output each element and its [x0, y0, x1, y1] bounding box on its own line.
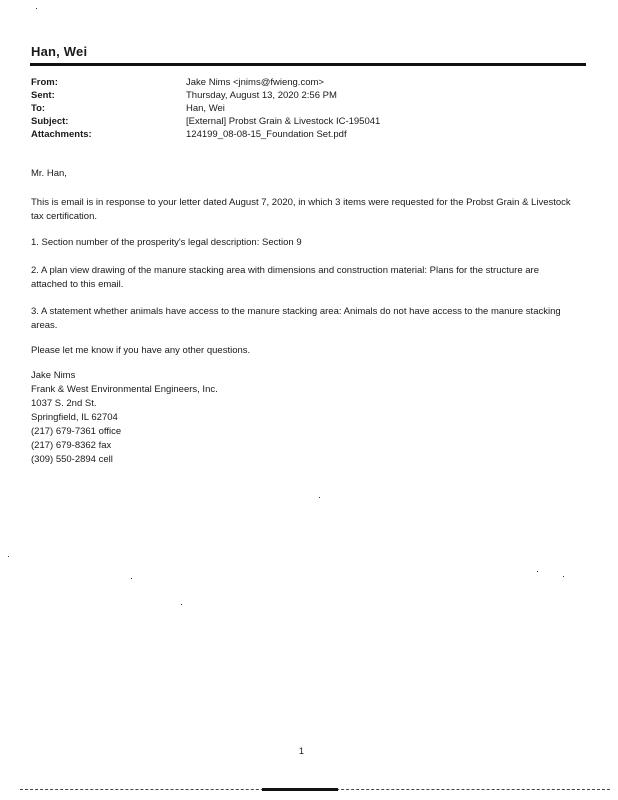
scan-speck	[563, 576, 564, 577]
sent-value: Thursday, August 13, 2020 2:56 PM	[186, 90, 337, 101]
email-item-1: 1. Section number of the prosperity's legal description: Section 9	[31, 237, 302, 248]
subject-label: Subject:	[31, 116, 69, 127]
to-label: To:	[31, 103, 46, 114]
from-label: From:	[31, 77, 58, 88]
sent-label: Sent:	[31, 90, 55, 101]
signature-fax: (217) 679-8362 fax	[31, 440, 112, 451]
email-item-3: 3. A statement whether animals have access to the manure stacking area: Animals do not have access to the manure stacking areas.	[31, 306, 561, 331]
attachment-file: 124199_08-08-15_Foundation Set.pdf	[186, 129, 347, 140]
scan-speck	[131, 578, 132, 579]
email-intro-paragraph: This is email is in response to your letter dated August 7, 2020, in which 3 items were requested for the Probst Grain & Livestock tax certification.	[31, 197, 571, 222]
signature-street: 1037 S. 2nd St.	[31, 398, 97, 409]
scan-speck	[537, 571, 538, 572]
to-value: Han, Wei	[186, 103, 225, 114]
attachments-label: Attachments:	[31, 129, 92, 140]
mailbox-owner-name: Han, Wei	[31, 44, 88, 59]
scan-speck	[8, 556, 9, 557]
scan-speck	[319, 497, 320, 498]
scan-speck	[181, 604, 182, 605]
signature-cell-phone: (309) 550-2894 cell	[31, 454, 113, 465]
signature-company: Frank & West Environmental Engineers, Inc.	[31, 384, 218, 395]
scan-bottom-mark	[262, 788, 338, 791]
from-value: Jake Nims <jnims@fwieng.com>	[186, 77, 324, 88]
signature-office-phone: (217) 679-7361 office	[31, 426, 122, 437]
signature-name: Jake Nims	[31, 370, 76, 381]
email-closing: Please let me know if you have any other questions.	[31, 345, 251, 356]
page-number: 1	[299, 746, 305, 756]
email-greeting: Mr. Han,	[31, 168, 67, 179]
scan-speck	[36, 8, 37, 9]
signature-city: Springfield, IL 62704	[31, 412, 118, 423]
subject-value: [External] Probst Grain & Livestock IC-195041	[186, 116, 381, 127]
email-item-2: 2. A plan view drawing of the manure stacking area with dimensions and construction material: Plans for the structure are attached to this email.	[31, 265, 539, 290]
header-divider	[30, 63, 586, 66]
